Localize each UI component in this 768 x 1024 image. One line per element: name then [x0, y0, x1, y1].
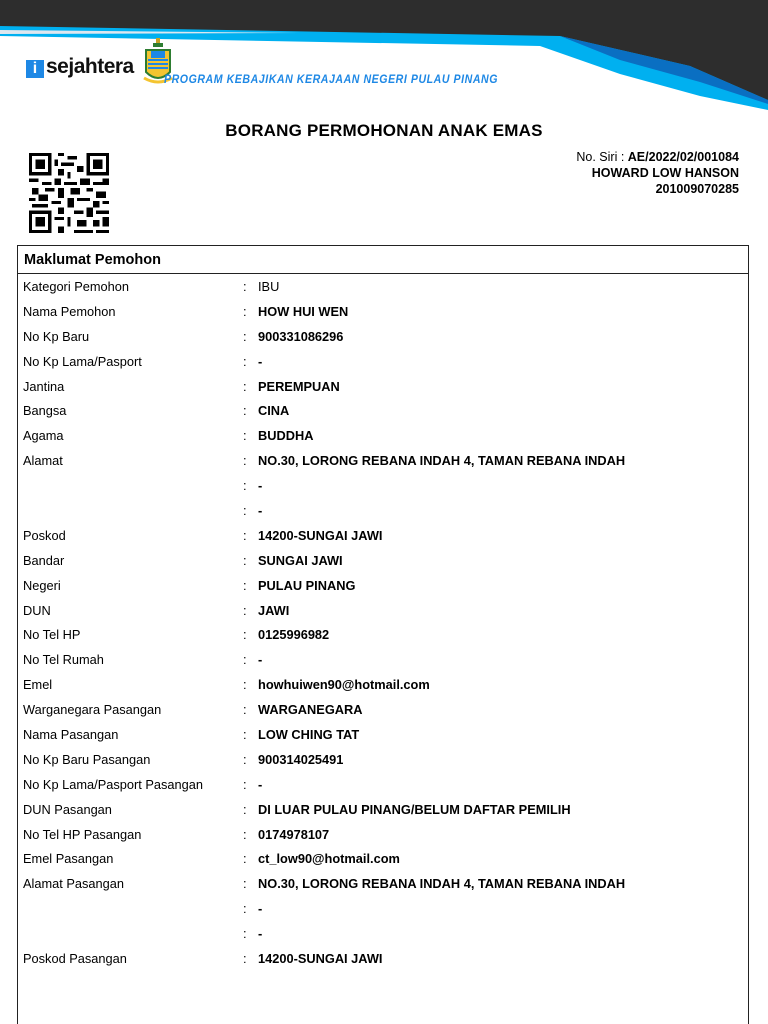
field-label: No Tel HP	[23, 627, 81, 643]
field-label: Negeri	[23, 577, 61, 593]
field-value: -	[258, 776, 263, 792]
field-value: DI LUAR PULAU PINANG/BELUM DAFTAR PEMILIH	[258, 801, 571, 817]
field-label: No Kp Lama/Pasport Pasangan	[23, 776, 203, 792]
field-label: Emel Pasangan	[23, 851, 114, 867]
field-separator: :	[243, 751, 247, 767]
field-separator: :	[243, 527, 247, 543]
field-value: JAWI	[258, 602, 290, 618]
field-separator: :	[243, 353, 247, 369]
info-row	[18, 647, 748, 672]
info-row	[18, 672, 748, 697]
field-label: Poskod Pasangan	[23, 951, 127, 967]
field-separator: :	[243, 801, 247, 817]
info-row	[18, 697, 748, 722]
field-label: No Kp Baru	[23, 328, 90, 344]
field-separator: :	[243, 577, 247, 593]
info-row	[18, 871, 748, 896]
field-label: Jantina	[23, 378, 65, 394]
field-value: SUNGAI JAWI	[258, 552, 343, 568]
field-value: 14200-SUNGAI JAWI	[258, 951, 383, 967]
info-row	[18, 573, 748, 598]
info-row	[18, 797, 748, 822]
field-value: -	[258, 503, 263, 519]
qr-code-icon	[26, 153, 112, 233]
field-label: DUN	[23, 602, 51, 618]
field-separator: :	[243, 552, 247, 568]
info-row	[18, 921, 748, 946]
info-row	[18, 374, 748, 399]
info-row	[18, 274, 748, 299]
field-label: Alamat Pasangan	[23, 876, 125, 892]
field-value: PULAU PINANG	[258, 577, 356, 593]
info-row	[18, 299, 748, 324]
child-id-value: 201009070285	[655, 182, 739, 196]
field-value: PEREMPUAN	[258, 378, 340, 394]
field-separator: :	[243, 677, 247, 693]
field-value: -	[258, 926, 263, 942]
info-row	[18, 523, 748, 548]
field-value: 14200-SUNGAI JAWI	[258, 527, 383, 543]
info-row	[18, 747, 748, 772]
field-value: -	[258, 353, 263, 369]
field-value: 0125996982	[258, 627, 330, 643]
info-row	[18, 423, 748, 448]
logo-i-mark: i	[26, 60, 44, 78]
field-separator: :	[243, 727, 247, 743]
field-separator: :	[243, 901, 247, 917]
field-separator: :	[243, 627, 247, 643]
field-separator: :	[243, 702, 247, 718]
field-label: Kategori Pemohon	[23, 279, 129, 294]
field-label: Poskod	[23, 527, 66, 543]
field-value: IBU	[258, 279, 280, 294]
info-row	[18, 946, 748, 971]
child-name-value: HOWARD LOW HANSON	[591, 166, 739, 180]
info-row	[18, 473, 748, 498]
field-separator: :	[243, 951, 247, 967]
applicant-info-rows	[18, 274, 748, 971]
field-separator: :	[243, 652, 247, 668]
info-row	[18, 498, 748, 523]
field-label: Bandar	[23, 552, 65, 568]
info-row	[18, 622, 748, 647]
field-separator: :	[243, 926, 247, 942]
child-name	[576, 165, 739, 181]
program-tagline: PROGRAM KEBAJIKAN KERAJAAN NEGERI PULAU PINANG	[164, 74, 499, 86]
field-value: NO.30, LORONG REBANA INDAH 4, TAMAN REBANA INDAH	[258, 876, 626, 892]
field-separator: :	[243, 279, 247, 294]
info-row	[18, 598, 748, 623]
info-row	[18, 846, 748, 871]
field-label: No Tel Rumah	[23, 652, 104, 668]
field-separator: :	[243, 503, 247, 519]
child-id	[576, 181, 739, 197]
field-value: NO.30, LORONG REBANA INDAH 4, TAMAN REBANA INDAH	[258, 453, 626, 469]
info-row	[18, 772, 748, 797]
field-separator: :	[243, 876, 247, 892]
field-label: Nama Pasangan	[23, 727, 119, 743]
field-value: CINA	[258, 403, 290, 419]
field-value: howhuiwen90@hotmail.com	[258, 677, 430, 693]
logo-wordmark: sejahtera	[46, 55, 134, 78]
info-row	[18, 324, 748, 349]
field-value: 900331086296	[258, 328, 344, 344]
field-label: Warganegara Pasangan	[23, 702, 162, 718]
field-label: Alamat	[23, 453, 63, 469]
info-row	[18, 398, 748, 423]
field-label: No Tel HP Pasangan	[23, 826, 142, 842]
field-label: Agama	[23, 428, 64, 444]
field-separator: :	[243, 428, 247, 444]
info-row	[18, 349, 748, 374]
field-value: HOW HUI WEN	[258, 303, 349, 319]
field-label: Bangsa	[23, 403, 67, 419]
field-separator: :	[243, 378, 247, 394]
field-value: -	[258, 652, 263, 668]
serial-label: No. Siri :	[576, 150, 628, 164]
info-row	[18, 448, 748, 473]
field-separator: :	[243, 303, 247, 319]
document-meta	[576, 149, 739, 197]
info-row	[18, 822, 748, 847]
field-separator: :	[243, 826, 247, 842]
field-value: -	[258, 901, 263, 917]
field-value: 900314025491	[258, 751, 344, 767]
field-separator: :	[243, 851, 247, 867]
section-title: Maklumat Pemohon	[18, 246, 748, 274]
field-label: DUN Pasangan	[23, 801, 112, 817]
info-row	[18, 548, 748, 573]
info-row	[18, 896, 748, 921]
field-label: No Kp Baru Pasangan	[23, 751, 151, 767]
field-label: Emel	[23, 677, 53, 693]
field-value: LOW CHING TAT	[258, 727, 360, 743]
applicant-info-section	[17, 245, 749, 1024]
field-value: BUDDHA	[258, 428, 314, 444]
field-separator: :	[243, 776, 247, 792]
field-separator: :	[243, 602, 247, 618]
field-separator: :	[243, 478, 247, 494]
serial-number	[576, 149, 739, 165]
document-title: BORANG PERMOHONAN ANAK EMAS	[225, 121, 543, 140]
serial-value: AE/2022/02/001084	[627, 150, 739, 164]
field-separator: :	[243, 453, 247, 469]
field-separator: :	[243, 328, 247, 344]
field-value: -	[258, 478, 263, 494]
field-label: No Kp Lama/Pasport	[23, 353, 142, 369]
field-value: 0174978107	[258, 826, 330, 842]
field-value: ct_low90@hotmail.com	[258, 851, 400, 867]
field-label: Nama Pemohon	[23, 303, 116, 319]
info-row	[18, 722, 748, 747]
field-value: WARGANEGARA	[258, 702, 363, 718]
field-separator: :	[243, 403, 247, 419]
